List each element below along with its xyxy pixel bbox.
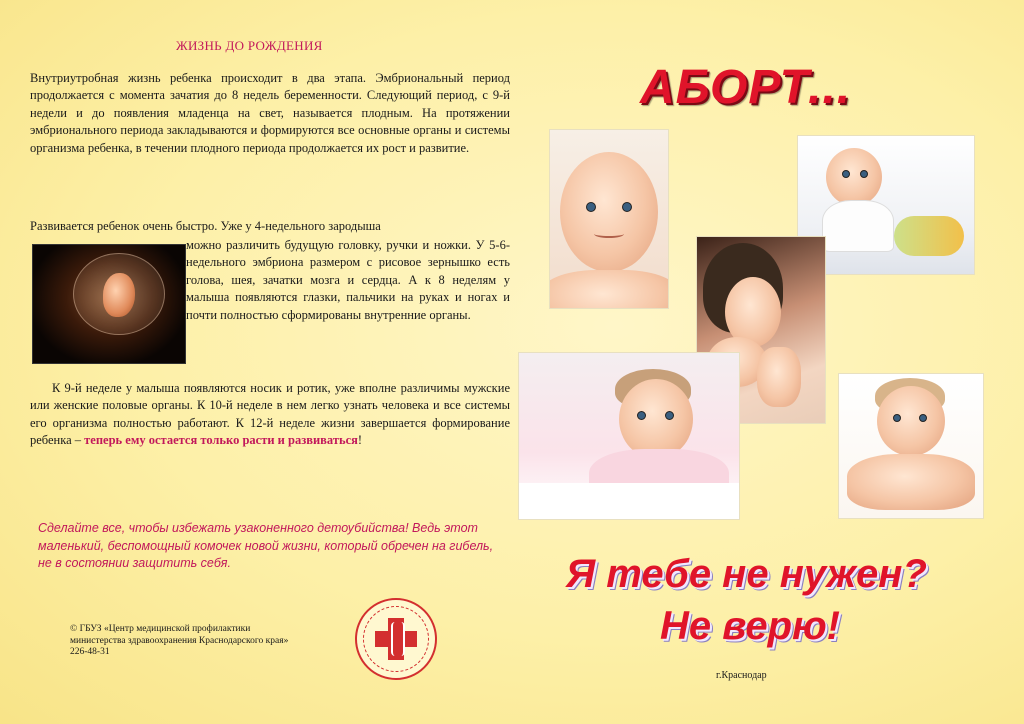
week-paragraph: [30, 380, 510, 450]
org-line-1: © ГБУЗ «Центр медицинской профилактики: [70, 624, 251, 634]
baby-eye-right: [860, 170, 868, 178]
appeal-text: Сделайте все, чтобы избежать узаконенного детоубийства! Ведь этот маленький, беспомощный комочек новой жизни, который обречен на гибель, не в состоянии защитить себя.: [38, 521, 494, 570]
blanket: [519, 483, 739, 519]
section-heading: ЖИЗНЬ ДО РОЖДЕНИЯ: [176, 38, 323, 53]
intro-paragraph: Внутриутробная жизнь ребенка происходит в два этапа. Эмбриональный период продолжается с момента зачатия до 8 недель беременности. Следующий период, с 9-й недели и до появления младенца на свет, называется плодным. На протяжении эмбрионального периода закладываются и формируются все основные органы и системы организма ребенка, в течении плодного периода продолжается их рост и развитие.: [30, 71, 510, 155]
baby-eye-left: [637, 411, 646, 420]
baby-eye-left: [586, 202, 596, 212]
baby-face: [619, 379, 693, 459]
baby-mouth: [594, 230, 624, 238]
org-line-2: министерства здравоохранения Краснодарского края»: [70, 635, 289, 646]
development-paragraph: можно различить будущую головку, ручки и ножки. У 5-6-недельного эмбриона размером с рисовое зернышко есть голова, шея, зачатки мозга и сердца. А к 8 неделям у малыша появляются глазки, пальчики на руках и ногах и почти полностью сформированы внутренние органы.: [186, 238, 510, 322]
baby-photo-tummy: [838, 373, 984, 519]
baby-eye-left: [842, 170, 850, 178]
baby-eye-right: [665, 411, 674, 420]
slogan-question: Я тебе не нужен?: [566, 552, 927, 596]
baby-shoulders: [549, 270, 669, 309]
baby-eye-right: [919, 414, 927, 422]
week-paragraph-emphasis: теперь ему остается только расти и развиваться: [84, 433, 358, 448]
baby-shirt: [822, 200, 894, 252]
embryo-photo: [32, 244, 186, 364]
city-label: г.Краснодар: [716, 670, 767, 681]
organization-info: [70, 624, 340, 659]
mother-hand: [757, 347, 801, 407]
baby-body: [847, 454, 975, 510]
main-title: АБОРТ...: [640, 61, 852, 114]
development-paragraph-lead: Развивается ребенок очень быстро. Уже у 4-недельного зародыша: [30, 219, 381, 233]
slogan-answer: Не верю!: [660, 604, 840, 648]
week-paragraph-text: К 9-й неделе у малыша появляются носик и ротик, уже вполне различимы мужские или женские половые органы. К 10-й неделе в нем легко узнать человека и все системы его организма полностью работают. К 12-й неделе жизни завершается формирование ребенка –: [30, 381, 510, 448]
medical-center-logo: [355, 598, 437, 680]
baby-pants: [894, 216, 964, 256]
baby-eye-right: [622, 202, 632, 212]
embryo-body: [103, 273, 135, 317]
week-paragraph-end: !: [357, 433, 363, 448]
baby-photo-pink: [518, 352, 740, 520]
baby-face: [877, 386, 945, 456]
baby-face: [560, 152, 658, 272]
org-phone: 226-48-31: [70, 647, 110, 657]
baby-face: [826, 148, 882, 206]
baby-photo-smiling: [549, 129, 669, 309]
logo-snake-icon: [391, 622, 405, 656]
baby-eye-left: [893, 414, 901, 422]
